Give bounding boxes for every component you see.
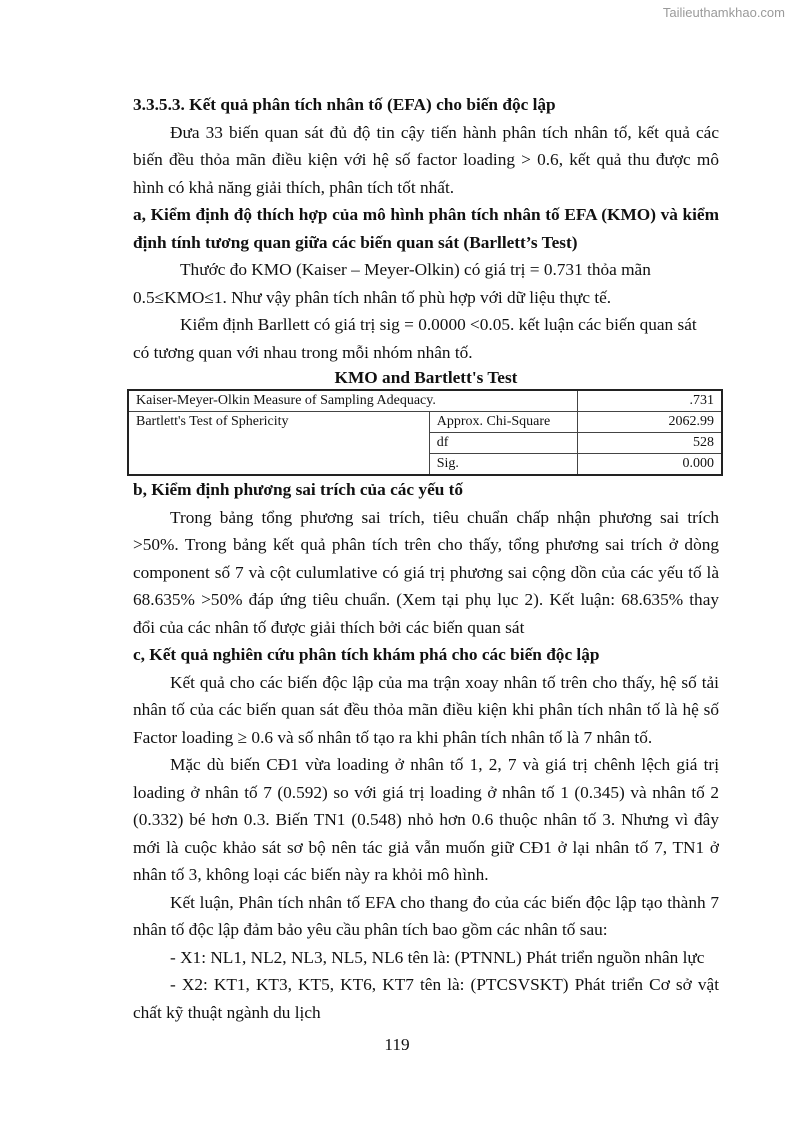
text-line: a, Kiểm định độ thích hợp của mô hình phân tích nhân tố EFA (KMO) và kiểm	[133, 205, 719, 224]
text-line: Factor loading ≥ 0.6 và số nhân tố tạo ra khi phân tích nhân tố là 7 nhân tố.	[133, 727, 653, 747]
list-item-x2	[133, 971, 719, 1026]
text-line: 68.635% >50% đáp ứng tiêu chuẩn. (Xem tại phụ lục 2). Kết luận: 68.635% thay	[133, 590, 719, 609]
paragraph-c3	[133, 889, 719, 944]
intro-paragraph	[133, 119, 719, 202]
text-line: có tương quan với nhau trong mỗi nhóm nhân tố.	[133, 342, 473, 362]
paragraph-c1	[133, 669, 719, 752]
text-line: 0.5≤KMO≤1. Như vậy phân tích nhân tố phù hợp với dữ liệu thực tế.	[133, 287, 612, 307]
text-line: >50%. Trong bảng kết quả phân tích trên cho thấy, tổng phương sai trích ở dòng	[133, 535, 719, 554]
text-line: loading ở nhân tố 7 (0.592) so với giá trị loading ở nhân tố 1 (0.345) và nhân tố 2	[133, 782, 719, 802]
table-row	[128, 390, 722, 412]
row-value: 528	[577, 433, 722, 454]
text-line: hình có khả năng giải thích, phân tích tốt nhất.	[133, 177, 455, 197]
text-line: chất kỹ thuật ngành du lịch	[133, 1002, 321, 1022]
text-line: Kiểm định Barllett có giá trị sig = 0.0000 <0.05. kết luận các biến quan sát	[180, 315, 697, 334]
section-title: 3.3.5.3. Kết quả phân tích nhân tố (EFA) cho biến độc lập	[133, 95, 556, 114]
row-value: 2062.99	[577, 412, 722, 433]
text-line: nhân tố của các biến quan sát đều thỏa mãn điều kiện khi phân tích nhân tố là hệ số	[133, 700, 719, 719]
list-item-x1	[133, 944, 719, 972]
watermark: Tailieuthamkhao.com	[662, 5, 785, 20]
kmo-label: Kaiser-Meyer-Olkin Measure of Sampling Adequacy.	[128, 390, 577, 412]
text-line: đổi của các nhân tố được giải thích bởi các biến quan sát	[133, 617, 525, 637]
text-line: Đưa 33 biến quan sát đủ độ tin cậy tiến hành phân tích nhân tố, kết quả các	[170, 122, 719, 142]
text-line: biến đều thỏa mãn điều kiện với hệ số factor loading > 0.6, kết quả thu được mô	[133, 150, 719, 169]
page-number: 119	[384, 1035, 410, 1054]
text-line: Kết quả cho các biến độc lập của ma trận xoay nhân tố trên cho thấy, hệ số tải	[170, 672, 719, 692]
document-body	[133, 91, 719, 1026]
row-label: Sig.	[429, 454, 577, 476]
row-label: Approx. Chi-Square	[429, 412, 577, 433]
text-line: component số 7 và cột culumlative có giá trị phương sai cộng dồn của các yếu tố là	[133, 562, 719, 582]
text-line: định tính tương quan giữa các biến quan sát (Barllett’s Test)	[133, 232, 578, 252]
table-row	[128, 412, 722, 433]
text-line: mới là cuộc khảo sát sơ bộ nên tác giả vẫn muốn giữ CĐ1 ở lại nhân tố 7, TN1 ở	[133, 837, 719, 857]
kmo-bartlett-table	[127, 389, 723, 476]
text-line: Mặc dù biến CĐ1 vừa loading ở nhân tố 1, 2, 7 và giá trị chênh lệch giá trị	[170, 755, 719, 774]
row-label: df	[429, 433, 577, 454]
table-title: KMO and Bartlett's Test	[334, 368, 518, 387]
text-line: - X2: KT1, KT3, KT5, KT6, KT7 tên là: (PTCSVSKT) Phát triển Cơ sở vật	[170, 975, 719, 994]
text-line: Trong bảng tổng phương sai trích, tiêu chuẩn chấp nhận phương sai trích	[170, 507, 719, 527]
kmo-paragraph	[133, 256, 719, 366]
text-line: Kết luận, Phân tích nhân tố EFA cho thang đo của các biến độc lập tạo thành 7	[170, 892, 719, 912]
paragraph-b	[133, 504, 719, 642]
row-value: 0.000	[577, 454, 722, 476]
text-line: - X1: NL1, NL2, NL3, NL5, NL6 tên là: (PTNNL) Phát triển nguồn nhân lực	[170, 947, 705, 967]
paragraph-c2	[133, 751, 719, 889]
bartlett-label: Bartlett's Test of Sphericity	[128, 412, 429, 476]
text-line: (0.332) bé hơn 0.3. Biến TN1 (0.548) nhỏ hơn 0.6 thuộc nhân tố 3. Nhưng vì đây	[133, 810, 719, 829]
text-line: nhân tố 3, không loại các biến này ra khỏi mô hình.	[133, 865, 489, 884]
heading-a	[133, 201, 719, 256]
kmo-value: .731	[577, 390, 722, 412]
heading-b: b, Kiểm định phương sai trích của các yếu tố	[133, 480, 464, 499]
heading-c: c, Kết quả nghiên cứu phân tích khám phá cho các biến độc lập	[133, 645, 600, 664]
text-line: Thước đo KMO (Kaiser – Meyer-Olkin) có giá trị = 0.731 thỏa mãn	[180, 260, 651, 279]
text-line: nhân tố độc lập đảm bảo yêu cầu phân tích bao gồm các nhân tố sau:	[133, 920, 608, 939]
